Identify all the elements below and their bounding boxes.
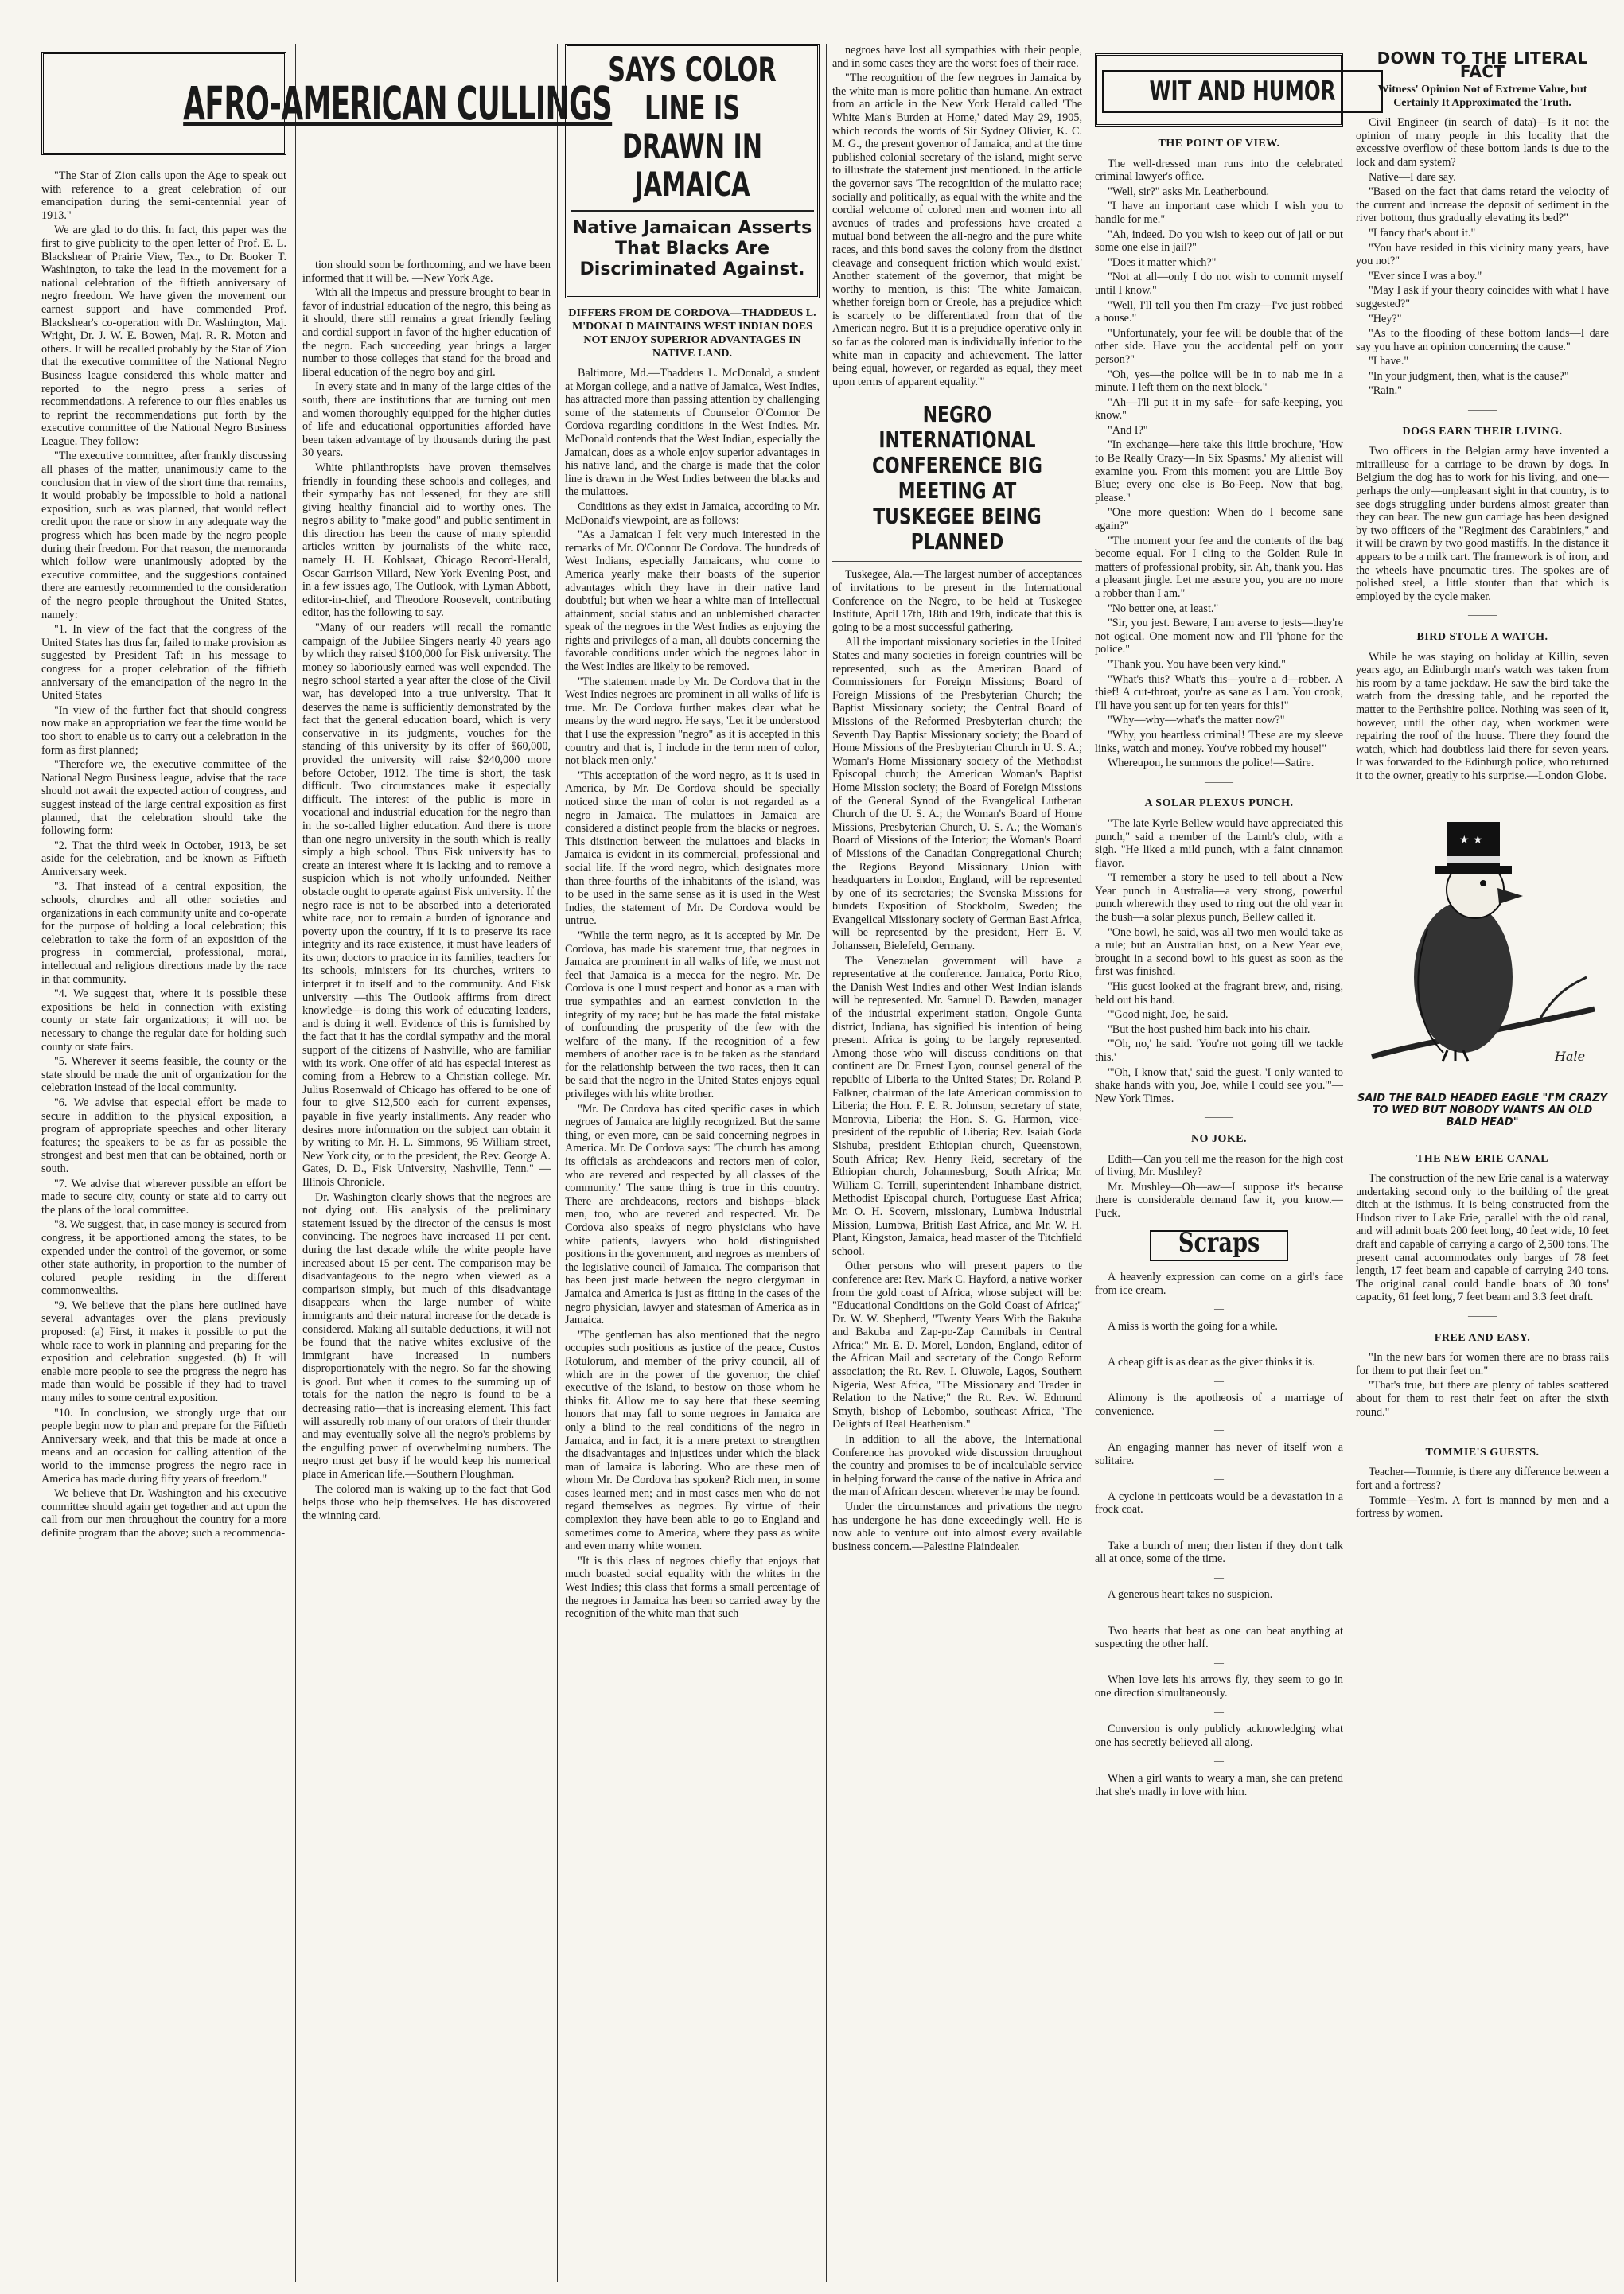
eagle-cartoon-illustration xyxy=(1356,794,1609,1136)
paragraph: "One bowl, he said, was all two men would take as a rule; but an Australian host, on a New Year eve, brought in a second bowl to his guest as soon as the first was finished. xyxy=(1095,925,1343,979)
scrap-divider: — xyxy=(1214,1303,1224,1314)
scrap-item: When a girl wants to weary a man, she can pretend that she's madly in love with him. xyxy=(1095,1771,1343,1798)
subheadline-color-line: Native Jamaican Asserts That Blacks Are Discriminated Against. xyxy=(572,218,812,279)
paragraph: "And I?" xyxy=(1108,423,1148,437)
paragraph: We believe that Dr. Washington and his executive committee should again get together and act upon the call from our men throughout the country for a more definite program than the above; such a recommenda- xyxy=(41,1487,286,1540)
paragraph: "May I ask if your theory coincides with what I have suggested?" xyxy=(1356,284,1609,310)
title-dogs: DOGS EARN THEIR LIVING. xyxy=(1402,425,1563,438)
paragraph: "Oh, yes—the police will be in to nab me in a minute. I left them on the next block." xyxy=(1095,368,1343,395)
scrap-item: Conversion is only publicly acknowledging what one has secretly believed all along. xyxy=(1095,1723,1343,1749)
paragraph: The well-dressed man runs into the celebrated criminal lawyer's office. xyxy=(1095,157,1343,184)
paragraph: "'Oh, I know that,' said the guest. 'I only wanted to shake hands with you, Joe, while I could see you.'"—New York Times. xyxy=(1095,1065,1343,1105)
scrap-item: A heavenly expression can come on a girl's face from ice cream. xyxy=(1095,1271,1343,1297)
color-line-headline-box xyxy=(565,44,820,298)
deck-color-line: DIFFERS FROM DE CORDOVA—THADDEUS L. M'DONALD MAINTAINS WEST INDIAN DOES NOT ENJOY SUPERIOR ADVANTAGES IN NATIVE LAND. xyxy=(568,307,816,360)
title-free-and-easy: FREE AND EASY. xyxy=(1434,1331,1531,1344)
paragraph: "Not at all—only I do not wish to commit myself until I know." xyxy=(1095,271,1343,297)
paragraph: "Ever since I was a boy." xyxy=(1369,269,1482,282)
paragraph: "Based on the fact that dams retard the velocity of the current and increase the deposit of sediment in the river bottom, thus gradually elevating its bed?" xyxy=(1356,185,1609,225)
paragraph: Tuskegee, Ala.—The largest number of acceptances of invitations to be present in the International Conference on the Negro, to be held at Tuskegee Institute, April 17th, 18th and 19th, indicate that this is going to be a most successful gathering. xyxy=(832,568,1082,634)
svg-text:★ ★: ★ ★ xyxy=(1459,833,1483,847)
paragraph: In addition to all the above, the International Conference has provoked wide discussion throughout the country and promises to be of incalculable service in helping forward the cause of the native in Africa and the man of African descent wherever he may be found. xyxy=(832,1433,1082,1499)
paragraph: "That's true, but there are plenty of tables scattered about for them to rest their feet on after the sixth round." xyxy=(1356,1379,1609,1419)
paragraph: "As to the flooding of these bottom lands—I dare say you have an opinion concerning the cause." xyxy=(1356,327,1609,353)
scrap-item: A miss is worth the going for a while. xyxy=(1108,1319,1278,1333)
title-erie-canal: THE NEW ERIE CANAL xyxy=(1416,1152,1549,1165)
paragraph: "This acceptation of the word negro, as it is used in America, by Mr. De Cordova should be specially noticed since the man of color is not regarded as a negro in Jamaica. The mulattoes in Jamaica are considered a distinct people from the blacks or negroes. This distinction between the mulattoes and blacks in Jamaica is evident in its commercial, professional and social life. If the word negro, which designates more than three-fourths of the inhabitants of the island, was to be used in the same sense as it is used in the West Indies, the statement of Mr. De Cordova would be untrue. xyxy=(565,769,820,928)
paragraph: Two officers in the Belgian army have invented a mitrailleuse for a carriage to be drawn by dogs. In Belgium the dog has to work for his living, and one—perhaps the only—unpleasant sight in that country, is to see dogs struggling under burdens almost greater than they can bear. The new gun carriage has been designed by two officers of the "Regiment des Carabiniers," and it will be drawn by two good mastiffs. In the distance it appears to be a milk cart. The framework is of iron, and the wheels have pneumatic tires. The spokes are of polished steel, a little stouter than that which is employed by the cycle maker. xyxy=(1356,445,1609,603)
paragraph: "I have." xyxy=(1369,355,1409,368)
paragraph: "It is this class of negroes chiefly that enjoys that much boasted social equality with the whites in the West Indies; this class that forms a small percentage of the negroes in Jamaica has been so carried away by the recognition of the white man that such xyxy=(565,1554,820,1621)
paragraph: "In view of the further fact that should congress now make an appropriation we fear the time would be too short to enable us to carry out a celebration in the form as first planned; xyxy=(41,703,286,757)
paragraph: "The Star of Zion calls upon the Age to speak out with reference to a great celebration of our emancipation during the semi-centennial year of 1913." xyxy=(41,169,286,222)
headline-literal-fact: DOWN TO THE LITERAL FACT xyxy=(1377,49,1588,81)
paragraph: "One more question: When do I become sane again?" xyxy=(1095,506,1343,533)
paragraph: "In the new bars for women there are no brass rails for them to put their feet on." xyxy=(1356,1351,1609,1377)
headline-afro-american-cullings: AFRO-AMERICAN CULLINGS xyxy=(183,76,613,130)
paragraph: "The statement made by Mr. De Cordova that in the West Indies negroes are prominent in all walks of life is true. Mr. De Cordova further makes clear what he means by the word negro. He says, 'Let it be understood that I use the expression "negro" as it is accepted in this country and that is, I include in the term men of color, not black men only.' xyxy=(565,675,820,768)
paragraph: "I remember a story he used to tell about a New Year punch in Australia—a very strong, powerful punch wherewith they used to ring out the old year in the bush—a solar plexus punch, Bellew called it. xyxy=(1095,871,1343,925)
paragraph: "Well, sir?" asks Mr. Leatherbound. xyxy=(1108,185,1270,198)
paragraph: "'Oh, no,' he said. 'You're not going till we tackle this.' xyxy=(1095,1038,1343,1064)
cartoon-caption: SAID THE BALD HEADED EAGLE "I'M CRAZY TO WED BUT NOBODY WANTS AN OLD BALD HEAD" xyxy=(1357,1092,1607,1128)
column-rule xyxy=(295,44,296,2282)
color-line-continued xyxy=(832,44,1082,388)
paragraph: "Mr. De Cordova has cited specific cases in which negroes of Jamaica are highly recognized. But the same thing, or even more, can be said concerning negroes in America. Mr. De Cordova says: 'The church has among its officials as archdeacons and rectors men of color, who are revered and respected by all classes of the community.' The same thing is true in this country. There are archdeacons, rectors and bishops—black men, too, who are revered and respected. Mr. De Cordova also speaks of negro physicians who have white patients, lawyers who hold distinguished positions in the government, and negroes as members of the legislative council of Jamaica. The comparison that has been just made between the negro clergyman in Jamaica and America is just as fitting in the cases of the negro physician, lawyer and statesman of America as in Jamaica. xyxy=(565,1102,820,1327)
tommies-guests-story xyxy=(1356,1466,1609,1520)
paragraph: Tommie—Yes'm. A fort is manned by men and a fortress by women. xyxy=(1356,1494,1609,1521)
scrap-item: Two hearts that beat as one can beat anything at suspecting the other half. xyxy=(1095,1624,1343,1651)
paragraph: "Sir, you jest. Beware, I am averse to jests—they're not ogical. One moment now and I'll 'phone for the police." xyxy=(1095,617,1343,656)
paragraph: "9. We believe that the plans here outlined have several advantages over the plans previously proposed: (a) First, it makes it possible to put the whole race to work in planning and preparing for the exposition and celebration suggested. (b) It will enable more people to see the progress the negro has made than would be possible if they had to travel many miles to some central exposition. xyxy=(41,1299,286,1405)
paragraph: "I have an important case which I wish you to handle for me." xyxy=(1095,200,1343,226)
paragraph: negroes have lost all sympathies with their people, and in some cases they are the worst foes of their race. xyxy=(832,44,1082,70)
title-bird: BIRD STOLE A WATCH. xyxy=(1416,630,1548,643)
paragraph: "'Good night, Joe,' he said. xyxy=(1108,1008,1229,1022)
paragraph: "Rain." xyxy=(1369,384,1402,398)
solar-plexus-story xyxy=(1095,817,1343,1105)
scrap-divider: — xyxy=(1214,1374,1224,1386)
paragraph: The Venezuelan government will have a representative at the conference. Jamaica, Porto Rico, the Danish West Indies and other West Indian islands will be represented. Mr. Samuel D. Bawden, manager of the industrial experiment station, Ongole Gunta district, Indiana, has signified his intention of being present. Africa is going to be largely represented. Among those who will discuss conditions on that continent are Dr. Ernest Lyon, counsel general of the republic of Liberia to the United States; Dr. Roland P. Falkner, chairman of the late American commission to Liberia; the Hon. F. E. R. Johnson, secretary of state, Monrovia, Liberia; the Hon. S. G. Harmon, vice-president of the republic of Liberia; Rev. Isaiah Goda Sishuba, president Ethiopian church, Queenstown, South Africa; Rev. Henry Reid, secretary of the Ethiopian church, Johannesburg, South Africa; Mr. William C. Terrill, superintendent Inhambane district, Methodist Episcopal church, Portuguese East Africa; Mr. O. H. Scovern, missionary, Lumbwa Industrial Mission, Lumbwa, British East Africa, and Mr. W. H. Plant, Kingston, Jamaica, head master of the Titchfield school. xyxy=(832,954,1082,1258)
scrap-divider: — xyxy=(1214,1338,1224,1350)
paragraph: "4. We suggest that, where it is possible these expositions be held in connection with existing county or state fair organizations; it will not be necessary to change the regular date for holding such county or state fairs. xyxy=(41,987,286,1054)
scrap-item: A cheap gift is as dear as the giver thinks it is. xyxy=(1108,1356,1315,1369)
title-tommies-guests: TOMMIE'S GUESTS. xyxy=(1425,1446,1540,1459)
paragraph: "The gentleman has also mentioned that the negro occupies such positions as justice of the peace, Custos Rotulorum, and member of the privy council, all of which are in the power of the governor, the chief executive of the island, to bestow on those whom he thinks fit. Allow me to say here that these seeming honors that may fall to some negroes in Jamaica are only a blind to the real conditions of the negro in Jamaica, and in fact, it is a mere pretext to strengthen the disadvantages and injustices under which the black man of Jamaica is laboring. Who are these men of whom Mr. De Cordova has spoken? Rich men, in some cases learned men; and in most cases men who do not regard themselves as negroes. By virtue of their complexion they have been able to go to England and sometimes come to America, where they pass as white and even marry white women. xyxy=(565,1328,820,1553)
literal-fact-story xyxy=(1356,116,1609,398)
column-4 xyxy=(832,44,1082,2286)
paragraph: The construction of the new Erie canal is a waterway undertaking second only to the building of the great ditch at the isthmus. It is being constructed from the Hudson river to Lake Erie, parallel with the old canal, and will admit boats 200 feet long, 40 feet wide, 10 feet draft and capable of carrying a cargo of 2,500 tons. The present canal accommodates only barges of 78 feet length, 17 feet beam and capable of carrying 240 tons. The original canal could handle boats of 30 tons' capacity, 61 feet long, 7 feet beam and 3.3 feet draft. xyxy=(1356,1172,1609,1304)
color-line-article xyxy=(565,367,820,1621)
paragraph: "While the term negro, as it is accepted by Mr. De Cordova, has made his statement true, that negroes in Jamaica are prominent in all walks of life, we must not feel that Jamaica is a mecca for the negro. Mr. De Cordova is one I must respect and honor as a man with true sympathies and an earnest conviction in the integrity of my race; but he has made the fatal mistake of confounding the prosperity of the few with the welfare of the many. If the recognition of a few members of another race is to be taken as the standard for the relationship between the two races, then it can be said that the negro in the United States enjoys equal privileges with his white brother. xyxy=(565,929,820,1101)
column-2 xyxy=(302,44,551,2286)
paragraph: tion should soon be forthcoming, and we have been informed that it will be. —New York Age. xyxy=(302,259,551,285)
paragraph: "Hey?" xyxy=(1369,312,1402,325)
paragraph: Mr. Mushley—Oh—aw—I suppose it's because there is considerable demand faw it, you know.—Puck. xyxy=(1095,1180,1343,1220)
paragraph: "You have resided in this vicinity many years, have you not?" xyxy=(1356,241,1609,268)
paragraph: "Well, I'll tell you then I'm crazy—I've just robbed a house." xyxy=(1095,298,1343,325)
column-rule xyxy=(826,44,827,2282)
headline-scraps: Scraps xyxy=(1178,1226,1260,1259)
paragraph: "Ah, indeed. Do you wish to keep out of jail or put some one else in jail?" xyxy=(1095,228,1343,255)
paragraph: "Does it matter which?" xyxy=(1108,255,1217,269)
scrap-divider: — xyxy=(1214,1656,1224,1668)
scrap-item: A generous heart takes no suspicion. xyxy=(1108,1588,1273,1602)
paragraph: Whereupon, he summons the police!—Satire. xyxy=(1108,757,1314,770)
dogs-story xyxy=(1356,445,1609,603)
paragraph: "In your judgment, then, what is the cause?" xyxy=(1369,369,1569,383)
paragraph: Conditions as they exist in Jamaica, according to Mr. McDonald's viewpoint, are as follows: xyxy=(565,500,820,527)
paragraph: "7. We advise that wherever possible an effort be made to secure city, county or state aid to carry out the plans of the local committee. xyxy=(41,1177,286,1217)
paragraph: "Therefore we, the executive committee of the National Negro Business league, advise that the race should not await the expected action of congress, and suggest instead of the large central exposition as first planned, that the celebration should take the following form: xyxy=(41,758,286,838)
paragraph: With all the impetus and pressure brought to bear in favor of industrial education of the negro, this being as it should, there still remains a great friendly feeling and cordial support in favor of the higher education of the negro. Each succeeding year brings a larger number to those colleges that stand for the broad and liberal education of the negro boy and girl. xyxy=(302,286,551,379)
paragraph: "Why—why—what's the matter now?" xyxy=(1108,714,1285,727)
paragraph: "Unfortunately, your fee will be double that of the other side. Have you the accidental pelf on your person?" xyxy=(1095,326,1343,366)
paragraph: "As a Jamaican I felt very much interested in the remarks of Mr. O'Connor De Cordova. The hundreds of West Indians, especially Jamaicans, who come to America yearly make their boasts of the superior advantages which they have in their native land doubtful; but when we hear a white man of intellectual attainment, social status and an unblemished character speak of the negroes in the West Indies as enjoying the rights and privileges of a man, all doubts concerning the favorable conditions under which the negroes labor in the West Indies are likely to be removed. xyxy=(565,528,820,674)
scrap-item: Alimony is the apotheosis of a marriage of convenience. xyxy=(1095,1392,1343,1418)
no-joke-story xyxy=(1095,1153,1343,1221)
paragraph: "5. Wherever it seems feasible, the county or the state should be made the unit of organization for the celebration instead of the local community. xyxy=(41,1055,286,1095)
headline-color-line: SAYS COLOR LINE IS DRAWN IN JAMAICA xyxy=(608,50,777,204)
paragraph: "No better one, at least." xyxy=(1108,602,1219,615)
paragraph: While he was staying on holiday at Killin, seven years ago, an Edinburgh man's watch was taken from his room by a tame jackdaw. He saw the bird take the watch from the dressing table, and he reported the matter to the Perthshire police. Nothing was seen of it, however, until the other day, when workmen were repairing the roof of the house. There they found the watch, which had doubtless laid there for seven years. It was forwarded to the Edinburgh police, who returned it to the owner, greatly to his surprise.—London Globe. xyxy=(1356,650,1609,782)
column-6: DOWN TO THE LITERAL FACT Witness' Opinion Not of Extreme Value, but Certainly It Approximated the Truth. Civil Engineer (in search of data)—Is it not the opinion of many people in this locality that the excessive overflow of these bottom lands is due to the lock and dam system? Native—I dare say. "Based on the fact that dams retard the velocity of the current and increase the deposit of sediment in the river bottom, thus gradually elevating its bed?" "I fancy that's about it." "You have resided in this vicinity many years, have you not?" "Ever since I was a boy." "May I ask if your theory coincides with what I have suggested?" "Hey?" "As to the flooding of these bottom lands—I dare say you have an opinion concerning the cause." "I have." "In your judgment, then, what is the cause?" "Rain." ——— DOGS EARN THEIR LIVING. Two officers in the Belgian army have invented a mitrailleuse for a carriage to be drawn by dogs. In Belgium the dog has to work for his living, and one—perhaps the only—unpleasant sight in that country, is to see dogs struggling under burdens almost greater than they can bear. The new gun carriage has been designed by two officers of the "Regiment des Carabiniers," and it will be drawn by two good mastiffs. In the distance it appears to be a milk cart. The framework is of iron, and the wheels have pneumatic tires. The spokes are of polished steel, a little stouter than that which is employed by the cycle maker. ——— BIRD STOLE A WATCH. While he was staying on holiday at Killin, seven years ago, an Edinburgh man's watch was taken from his room by a tame jackdaw. He saw the bird take the watch from the dressing table, and he reported the matter to the Perthshire police. Nothing was seen of it, however, until the other day, when workmen were repairing the roof of the house. There they found the watch, which had doubtless laid there for seven years. It was forwarded to the Edinburgh police, who returned it to the owner, greatly to his surprise.—London Globe. ★ ★ Hale SAID THE BALD HEADED EAGLE "I'M CRAZY TO WED BUT NOBODY WANTS AN OLD BALD HEAD" THE NEW ERIE CANAL The construction of the new Erie canal is a waterway undertaking second only to the building of the great ditch at the isthmus. It is being constructed from the Hudson river to Lake Erie, parallel with the old canal, and will admit boats 200 feet long, 40 feet wide, 10 feet draft and capable of carrying a cargo of 2,500 tons. The present canal accommodates only barges of 78 feet length, 17 feet beam and capable of carrying 240 tons. The original canal could handle boats of 30 tons' capacity, 61 feet long, 7 feet beam and 3.3 feet draft. ——— FREE AND EASY. "In the new bars for women there are no brass rails for them to put their feet on." "That's true, but there are plenty of tables scattered about for them to rest their feet on after the sixth round." ——— TOMMIE'S GUESTS. Teacher—Tommie, is there any difference between a fort and a fortress? Tommie—Yes'm. A fort is manned by men and a fortress by women. xyxy=(1356,49,1609,1521)
point-of-view-story xyxy=(1095,158,1343,770)
scrap-divider: — xyxy=(1214,1607,1224,1618)
subheadline-literal-fact: Witness' Opinion Not of Extreme Value, but Certainly It Approximated the Truth. xyxy=(1377,84,1587,110)
paragraph: "The recognition of the few negroes in Jamaica by the white man is more politic than humane. An extract from an article in the New York Herald called 'The White Man's Burden at Home,' dated May 29, 1905, which records the words of Sir Sydney Olivier, K. C. M. G., the present governor of Jamaica, and at the time published colonial secretary of the island, might serve to illustrate the statement just mentioned. In the article the governor says 'The recognition of the mulatto race; socially and politically, as equal with the white and the cordial welcome of colored men and women into all avenues of trades and professions have created a mutual bond between the all-negro and the pure white races, and this bond saves the colony from the distinct cleavage and consequent friction which would exist.' Another statement of the governor, that might be worthy to mention, is this: 'The white Jamaican, whether foreign born or Creole, has a prejudice which is scarcely to be differentiated from that of the American negro. But it is a prejudice operative only in so far as the colored man is individually inferior to the white man in capacity and achievement. The latter being equal, however, or regarded as equal, they meet upon terms of apparent equality.'" xyxy=(832,72,1082,388)
scrap-item: A cyclone in petticoats would be a devastation in a frock coat. xyxy=(1095,1490,1343,1517)
paragraph: "The executive committee, after frankly discussing all phases of the matter, unanimously came to the conclusion that in view of the short time that remains, it would probably be impossible to hold a national exposition, such as was planned, that would reflect credit upon the race or show in any adequate way the progress which has been made by the negro people during their freedom. For that reason, the memoranda which follow were unanimously adopted by the executive committee, and the suggestions contained there are earnestly recommended to the consideration of the negro people throughout the United States, namely: xyxy=(41,450,286,621)
scrap-item: Take a bunch of men; then listen if they don't talk all at once, some of the time. xyxy=(1095,1539,1343,1566)
scrap-divider: — xyxy=(1214,1424,1224,1435)
paragraph: "The moment your fee and the contents of the bag become equal. For I cling to the Golden Rule in matters of professional probity, sir. Ah, thank you. Has a pleasant jingle. Let me assure you, you are no more a robber than I am." xyxy=(1095,534,1343,600)
bald-eagle-cartoon xyxy=(1356,794,1609,1136)
scrap-divider: — xyxy=(1214,1571,1224,1583)
scrap-divider: — xyxy=(1214,1473,1224,1485)
scrap-item: An engaging manner has never of itself won a solitaire. xyxy=(1095,1441,1343,1467)
paragraph: "His guest looked at the fragrant brew, and, rising, held out his hand. xyxy=(1095,980,1343,1007)
paragraph: We are glad to do this. In fact, this paper was the first to give publicity to the open letter of Prof. E. L. Blackshear of Prairie View, Tex., to Dr. Booker T. Washington, to take the lead in the movement for a national celebration of the fiftieth anniversary of negro freedom. We have given the movement our earnest support and have commended Prof. Blackshear's co-operation with Dr. Washington, Maj. Wright, Dr. J. W. E. Bowen, Maj. R. R. Moton and others. It will be recalled probably by the Star of Zion that the executive committee of the National Negro Business league considered this whole matter and reported to the negro press a series of recommendations. A reference to our files enables us to reprint the recommendations put forth by the executive committee of the National Negro Business League. They follow: xyxy=(41,224,286,448)
paragraph: Edith—Can you tell me the reason for the high cost of living, Mr. Mushley? xyxy=(1095,1152,1343,1179)
tuskegee-article xyxy=(832,568,1082,1553)
paragraph: "Thank you. You have been very kind." xyxy=(1108,657,1286,671)
paragraph: White philanthropists have proven themselves friendly in founding these schools and colleges, and their sympathy has not lessened, for they are still giving healthy financial aid to worthy ones. The negro's ability to "make good" and public sentiment in this direction has been the cause of many splendid articles written by journalists of the white race, namely H. H. Kohlsaat, Chicago Record-Herald, Oscar Garrison Villard, New York Evening Post, and in a few issues ago, The Outlook, with Lyman Abbott, editor-in-chief, and Theodore Roosevelt, contributing editor, has the following to say. xyxy=(302,461,551,620)
paragraph: Dr. Washington clearly shows that the negroes are not dying out. His analysis of the preliminary statement issued by the director of the census is most convincing. The negroes have increased 11 per cent. during the last decade while the white people have increased about 15 per cent. The comparison may be disadvantageous to the negro when viewed as a comparison simply, but much of this disadvantage disappears when the large number of white immigrants and their natural increase for the decade is considered. Making all suitable deductions, it will not be found that the native whites exclusive of the immigrant have increased in numbers disproportionately with the negro. So far the showing is good. But when it comes to the summing up of totals for the nation the negro is found to be a decreasing ratio—that is increasing element. This fact will assuredly rob many of our orators of their thunder and may eventually solve all the negro's problems by the engulfing power of overwhelming numbers. The negro must get busy if he would keep his numerical place in American life.—Southern Ploughman. xyxy=(302,1190,551,1482)
column-rule xyxy=(557,44,558,2282)
cullings-article xyxy=(41,169,286,1540)
headline-tuskegee-conference: NEGRO INTERNATIONAL CONFERENCE BIG MEETING AT TUSKEGEE BEING PLANNED xyxy=(872,401,1042,555)
title-no-joke: NO JOKE. xyxy=(1190,1132,1248,1145)
paragraph: "Why, you heartless criminal! These are my sleeve links, watch and money. You've robbed my house!" xyxy=(1095,728,1343,755)
paragraph: "1. In view of the fact that the congress of the United States has thus far, failed to make provision as suggested by President Taft in his message to congress for a proper celebration of the fiftieth anniversary of the emancipation of the negro in the United States xyxy=(41,623,286,703)
scrap-item: When love lets his arrows fly, they seem to go in one direction simultaneously. xyxy=(1095,1673,1343,1700)
wit-and-humor-box xyxy=(1095,53,1343,127)
paragraph: "What's this? What's this—you're a d—robber. A thief! A cut-throat, you're as sane as I am. You crook, I'll have you sent up for ten years for this!" xyxy=(1095,672,1343,712)
scrap-divider: — xyxy=(1214,1755,1224,1766)
erie-canal-story xyxy=(1356,1172,1609,1304)
title-point-of-view: THE POINT OF VIEW. xyxy=(1158,138,1280,150)
paragraph: "2. That the third week in October, 1913, be set aside for the celebration, and be known as Fiftieth Anniversary week. xyxy=(41,839,286,878)
scraps-list xyxy=(1095,1271,1343,1798)
paragraph: Other persons who will present papers to the conference are: Rev. Mark C. Hayford, a native worker from the gold coast of Africa, whose subject will be: "Educational Conditions on the Gold Coast of Africa;" Dr. W. W. Shepherd, "Twenty Years With the Bakuba and Bakuba and Zap-po-Zap Cannibals in Central Africa;" Mr. E. D. Morel, London, England, editor of the African Mail and secretary of the Congo Reform association; the Rt. Rev. I. Oluwole, Lagos, Southern Nigeria, West Africa, "The Missionary and Trader in Relation to the Native;" the Rt. Rev. W. Edmund Smyth, bishop of Lebombo, southeast Africa, "The Delights of Real Heathenism." xyxy=(832,1260,1082,1431)
paragraph: Native—I dare say. xyxy=(1369,170,1456,184)
paragraph: "3. That instead of a central exposition, the schools, churches and all other societies and organizations in each community unite and co-operate for the purpose of holding a local celebration; this celebration to take the form of an exposition of the progress in commercial, professional, moral, intellectual and religious directions made by the race in that community. xyxy=(41,880,286,986)
scrap-divider: — xyxy=(1214,1522,1224,1534)
paragraph: "The late Kyrle Bellew would have appreciated this punch," said a member of the Lamb's club, with a sigh. "He liked a mild punch, with a faint cinnamon flavor. xyxy=(1095,816,1343,870)
paragraph: "But the host pushed him back into his chair. xyxy=(1108,1022,1310,1036)
column-3 xyxy=(565,44,820,2286)
paragraph: All the important missionary societies in the United States and many societies in foreign countries will be represented, such as the American Board of Commissioners for Foreign Missions; Board of Foreign Missions of the Presbyterian Church; the Baptist Missionary society; the Central Board of Missions of the Reformed Presbyterian church; the Seventh Day Baptist Missionary society; the Board of Home Missions of the Presbyterian Church in U. S. A.; Woman's Home Missionary society of the Methodist Episcopal church; the American Woman's Baptist Home Mission society; the Board of Foreign Missions of the General Synod of the Evangelical Lutheran Church of the U. S. A.; the Woman's Board of Home Missions, Presbyterian Church, U. S. A.; the Woman's Board of Missions of the Interior; the Woman's Board of Missions of the Canadian Congregational Church; the Regions Beyond Missionary Union with headquarters in London, England, will be represented by one of its secretaries; the Svenska Missions for bundets Exposition of Stockholm, Sweden; the Evangelical Missionary society of German East Africa, will be represented by the president, Herr E. V. Johanssen, Bielefeld, Germany. xyxy=(832,636,1082,953)
paragraph: In every state and in many of the large cities of the south, there are institutions that are turning out men and women thoroughly equipped for the higher duties of life and educational opportunities afforded have been taken advantage of by thousands during the past 30 years. xyxy=(302,380,551,460)
column-5: WIT AND HUMOR THE POINT OF VIEW. The well-dressed man runs into the celebrated criminal lawyer's office. "Well, sir?" asks Mr. Leatherbound. "I have an important case which I wish you to handle for me." "Ah, indeed. Do you wish to keep out of jail or put some one else in jail?" "Does it matter which?" "Not at all—only I do not wish to commit myself until I know." "Well, I'll tell you then I'm crazy—I've just robbed a house." "Unfortunately, your fee will be double that of the other side. Have you the accidental pelf on your person?" "Oh, yes—the police will be in to nab me in a minute. I left them on the next block." "Ah—I'll put it in my safe—for safe-keeping, you know." "And I?" "In exchange—here take this little brochure, 'How to Be Really Crazy—In Six Spasms.' My alienist will examine you. From this moment you are Little Boy Blue; every one else is Bo-Peep. Now that bag, please." "One more question: When do I become sane again?" "The moment your fee and the contents of the bag become equal. For I cling to the Golden Rule in matters of professional probity, sir. Ah, thank you. Has a pleasant jingle. Let me assure you, you are no more a robber than I am." "No better one, at least." "Sir, you jest. Beware, I am averse to jests—they're not ogical. One moment now and I'll 'phone for the police." "Thank you. You have been very kind." "What's this? What's this—you're a d—robber. A thief! A cut-throat, you're as sane as I am. You crook, I'll have you sent up for ten years for this!" "Why—why—what's the matter now?" "Why, you heartless criminal! These are my sleeve links, watch and money. You've robbed my house!" Whereupon, he summons the police!—Satire. ——— A SOLAR PLEXUS PUNCH. "The late Kyrle Bellew would have appreciated this punch," said a member of the Lamb's club, with a sigh. "He liked a mild punch, with a faint cinnamon flavor. "I remember a story he used to tell about a New Year punch in Australia—a very strong, powerful punch wherewith they used to ring out the old year in the bush—a solar plexus punch, Bellew called it. "One bowl, he said, was all two men would take as a rule; but an Australian host, on a New Year eve, brought in a second bowl to his guest as soon as the first was finished. "His guest looked at the fragrant brew, and, rising, held out his hand. "'Good night, Joe,' he said. "But the host pushed him back into his chair. "'Oh, no,' he said. 'You're not going till we tackle this.' "'Oh, I know that,' said the guest. 'I only wanted to shake hands with you, Joe, while I could see you.'"—New York Times. ——— NO JOKE. Edith—Can you tell me the reason for the high cost of living, Mr. Mushley? Mr. Mushley—Oh—aw—I suppose it's because there is considerable demand faw it, you know.—Puck. Scraps A heavenly expression can come on a girl's face from ice cream. — A miss is worth the going for a while. — A cheap gift is as dear as the giver thinks it is. — Alimony is the apotheosis of a marriage of convenience. — An engaging manner has never of itself won a solitaire. — A cyclone in petticoats would be a devastation in a frock coat. — Take a bunch of men; then listen if they don't talk all at once, some of the time. — A generous heart takes no suspicion. — Two hearts that beat as one can beat anything at suspecting the other half. — When love lets his arrows fly, they seem to go in one direction simultaneously. — Conversion is only publicly acknowledging what one has secretly believed all along. — When a girl wants to weary a man, she can pretend that she's madly in love with him. xyxy=(1095,44,1343,2286)
svg-text:Hale: Hale xyxy=(1555,1048,1586,1064)
paragraph: "Many of our readers will recall the romantic campaign of the Jubilee Singers nearly 40 years ago by which they raised $100,000 for Fisk university. The money so laboriously earned was well expended. The negro school started a year after the close of the Civil war, has developed into a true university. That it deserves the name is sufficiently demonstrated by the fact that the general education board, which is very conservative in its judgments, vouches for the standing of this university by its offer of $60,000, provided the university will raise $240,000 more before October, 1912. The time is short, the task difficult. Two circumstances make it especially difficult. The interest of the public is more in vocational and industrial education for the negro than in the so-called higher education. And there is more than one negro university in the south which is really simply a high school. Thus Fisk university has to create an interest where it is lacking and to remove a suspicion which is not wholly unfounded. Neither obstacle ought to operate against Fisk university. If the negro race is not to be absorbed into a deteriorated white race, nor to remain a burden of ignorance and poverty upon the country, if it is to preserve its race integrity and its race existence, it must have leaders of its own; doctors to practice in its families, teachers for its schools, ministers for its churches, writers to interpret it to itself and to the community. And Fisk university —this The Outlook affirms from direct knowledge—is doing this work of educating leaders, and is doing it well. Evidence of this is furnished by the fact that it has the cordial sympathy and the moral support of the citizens of Nashville, who are familiar with its work. One offer of aid has especial interest as coming from a Hebrew to a Christian college. Mr. Julius Rosenwald of Chicago has offered to be one of four to give $12,500 each for current expenses, payable in five yearly installments. Any reader who desires more information on the subject can obtain it by writing to Mr. H. L. Simmons, 95 William street, New York city, or to the president, the Rev. George A. Gates, D. D., Fisk University, Nashville, Tenn." —Illinois Chronicle. xyxy=(302,621,551,1189)
paragraph: Civil Engineer (in search of data)—Is it not the opinion of many people in this locality that the excessive overflow of these bottom lands is due to the lock and dam system? xyxy=(1356,116,1609,169)
title-solar-plexus: A SOLAR PLEXUS PUNCH. xyxy=(1144,797,1294,810)
paragraph: "Ah—I'll put it in my safe—for safe-keeping, you know." xyxy=(1095,395,1343,423)
paragraph: Teacher—Tommie, is there any difference between a fort and a fortress? xyxy=(1356,1466,1609,1492)
free-and-easy-story xyxy=(1356,1351,1609,1419)
headline-wit-and-humor: WIT AND HUMOR xyxy=(1149,76,1336,107)
paragraph: "In exchange—here take this little brochure, 'How to Be Really Crazy—In Six Spasms.' My alienist will examine you. From this moment you are Little Boy Blue; every one else is Bo-Peep. Now that bag, please." xyxy=(1095,438,1343,504)
cullings-continued xyxy=(302,259,551,1522)
paragraph: The colored man is waking up to the fact that God helps those who help themselves. He has discovered the winning card. xyxy=(302,1482,551,1522)
paragraph: "6. We advise that especial effort be made to secure in addition to the physical exposition, a program of appropriate speeches and other literary features; the speakers to be as far as possible the strongest and best men that can be obtained, north or south. xyxy=(41,1096,286,1175)
paragraph: "10. In conclusion, we strongly urge that our people begin now to plan and prepare for the Fiftieth Anniversary week, and that this be made at once a means and an occasion for calling attention of the world to the immense progress the negro race in America has made during fifty years of freedom." xyxy=(41,1406,286,1486)
paragraph: Baltimore, Md.—Thaddeus L. McDonald, a student at Morgan college, and a native of Jamaica, West Indies, has attracted more than passing attention by challenging some of the statements of Counselor O'Connor De Cordova regarding conditions in the West Indies. Mr. McDonald contends that the West Indian, especially the Jamaican, does as a whole enjoy superior advantages in his native land, and the charge is made that the color line is drawn in the West Indies between the blacks and the mulattoes. xyxy=(565,367,820,499)
bird-story xyxy=(1356,651,1609,783)
paragraph: "8. We suggest, that, in case money is secured from congress, it be apportioned among the states, to be expended under the control of the governor, or some other state authority, in proportion to the number of colored people residing in the different commonwealths. xyxy=(41,1218,287,1298)
paragraph: "I fancy that's about it." xyxy=(1369,226,1476,240)
paragraph: Under the circumstances and privations the negro has undergone he has done exceedingly well. He is now able to venture out into almost every available business concern.—Palestine Plaindealer. xyxy=(832,1501,1082,1553)
scrap-divider: — xyxy=(1214,1705,1224,1717)
scraps-box xyxy=(1150,1226,1288,1262)
afro-american-cullings-box xyxy=(41,52,613,155)
